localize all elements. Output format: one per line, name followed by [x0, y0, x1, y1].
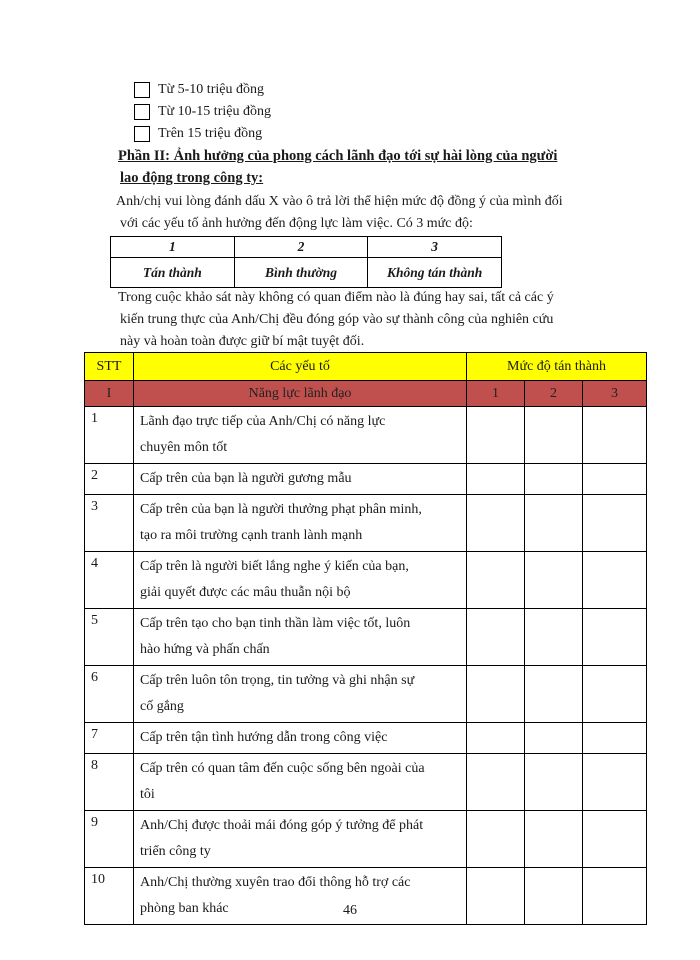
row-factor [134, 407, 467, 464]
row-stt: 2 [85, 464, 134, 495]
answer-cell-level-1[interactable] [467, 754, 525, 811]
row-stt: 6 [85, 666, 134, 723]
answer-cell-level-2[interactable] [525, 754, 583, 811]
row-stt: 4 [85, 552, 134, 609]
row-stt: 1 [85, 407, 134, 464]
part-heading-line2: lao động trong công ty: [120, 170, 264, 186]
table-row [85, 495, 647, 552]
page-number: 46 [343, 903, 357, 918]
row-factor [134, 495, 467, 552]
row-factor [134, 666, 467, 723]
answer-cell-level-3[interactable] [583, 811, 647, 868]
factor-line: phòng ban khác [140, 901, 229, 916]
income-option-over-15[interactable] [134, 124, 262, 144]
instruction-line2: với các yếu tố ảnh hưởng đến động lực làm việc. Có 3 mức độ: [120, 216, 473, 231]
row-factor [134, 754, 467, 811]
level-label: Tán thành [111, 258, 235, 288]
row-stt: 3 [85, 495, 134, 552]
row-stt: 8 [85, 754, 134, 811]
table-row [85, 754, 647, 811]
factor-line: Cấp trên của bạn là người gương mẫu [140, 471, 352, 486]
agreement-levels-table [110, 236, 502, 288]
factor-line: cố gắng [140, 699, 184, 714]
disclaimer-line1: Trong cuộc khảo sát này không có quan điểm nào là đúng hay sai, tất cả các ý [118, 290, 554, 305]
answer-cell-level-3[interactable] [583, 723, 647, 754]
factor-line: Cấp trên có quan tâm đến cuộc sống bên ngoài của [140, 761, 425, 776]
answer-cell-level-3[interactable] [583, 609, 647, 666]
answer-cell-level-1[interactable] [467, 723, 525, 754]
row-factor [134, 464, 467, 495]
section-stt: I [85, 381, 134, 407]
checkbox[interactable] [134, 104, 150, 120]
level-number: 3 [368, 237, 502, 258]
answer-cell-level-3[interactable] [583, 407, 647, 464]
answer-cell-level-1[interactable] [467, 811, 525, 868]
income-option-label: Từ 5-10 triệu đồng [158, 82, 264, 97]
answer-cell-level-2[interactable] [525, 407, 583, 464]
answer-cell-level-3[interactable] [583, 464, 647, 495]
factor-line: hào hứng và phấn chấn [140, 642, 270, 657]
section-level: 1 [467, 381, 525, 407]
level-label: Không tán thành [368, 258, 502, 288]
checkbox[interactable] [134, 82, 150, 98]
answer-cell-level-2[interactable] [525, 723, 583, 754]
factor-line: Cấp trên tận tình hướng dẫn trong công việc [140, 730, 388, 745]
factor-line: Cấp trên là người biết lắng nghe ý kiến của bạn, [140, 559, 409, 574]
answer-cell-level-3[interactable] [583, 666, 647, 723]
income-option-label: Trên 15 triệu đồng [158, 126, 263, 141]
part-heading-line1: Phần II: Ảnh hưởng của phong cách lãnh đạo tới sự hài lòng của người [118, 148, 558, 164]
answer-cell-level-1[interactable] [467, 495, 525, 552]
answer-cell-level-2[interactable] [525, 609, 583, 666]
row-factor [134, 811, 467, 868]
row-factor [134, 723, 467, 754]
factor-line: Lãnh đạo trực tiếp của Anh/Chị có năng lực [140, 414, 386, 429]
answer-cell-level-2[interactable] [525, 495, 583, 552]
answer-cell-level-3[interactable] [583, 754, 647, 811]
row-stt: 10 [85, 868, 134, 925]
header-factors: Các yếu tố [134, 353, 467, 381]
factor-line: chuyên môn tốt [140, 440, 228, 455]
answer-cell-level-2[interactable] [525, 811, 583, 868]
section-level: 3 [583, 381, 647, 407]
answer-cell-level-1[interactable] [467, 407, 525, 464]
table-row [85, 552, 647, 609]
section-level: 2 [525, 381, 583, 407]
table-header-row [85, 353, 647, 381]
income-option-10-15[interactable] [134, 102, 271, 122]
income-option-5-10[interactable] [134, 80, 264, 100]
checkbox[interactable] [134, 126, 150, 142]
section-row [85, 381, 647, 407]
header-agreement: Mức độ tán thành [467, 353, 647, 381]
factor-line: Cấp trên luôn tôn trọng, tin tưởng và ghi nhận sự [140, 673, 415, 688]
answer-cell-level-1[interactable] [467, 552, 525, 609]
factor-line: Cấp trên tạo cho bạn tinh thần làm việc tốt, luôn [140, 616, 411, 631]
table-row [85, 609, 647, 666]
answer-cell-level-1[interactable] [467, 609, 525, 666]
answer-cell-level-2[interactable] [525, 552, 583, 609]
row-factor [134, 609, 467, 666]
table-row [85, 464, 647, 495]
answer-cell-level-3[interactable] [583, 495, 647, 552]
row-stt: 9 [85, 811, 134, 868]
section-title: Năng lực lãnh đạo [134, 381, 467, 407]
answer-cell-level-2[interactable] [525, 666, 583, 723]
factor-line: Anh/Chị được thoải mái đóng góp ý tưởng để phát [140, 818, 424, 833]
answer-cell-level-1[interactable] [467, 464, 525, 495]
answer-cell-level-3[interactable] [583, 552, 647, 609]
disclaimer-line3: này và hoàn toàn được giữ bí mật tuyệt đối. [120, 334, 365, 349]
header-stt: STT [85, 353, 134, 381]
survey-table [84, 352, 647, 925]
table-row [85, 723, 647, 754]
level-number: 1 [111, 237, 235, 258]
row-stt: 5 [85, 609, 134, 666]
instruction-line1: Anh/chị vui lòng đánh dấu X vào ô trả lời thể hiện mức độ đồng ý của mình đối [116, 194, 563, 209]
income-option-label: Từ 10-15 triệu đồng [158, 104, 271, 119]
factor-line: triển công ty [140, 844, 211, 859]
answer-cell-level-1[interactable] [467, 666, 525, 723]
answer-cell-level-2[interactable] [525, 464, 583, 495]
level-number: 2 [234, 237, 368, 258]
factor-line: Cấp trên của bạn là người thưởng phạt phân minh, [140, 502, 422, 517]
row-factor [134, 552, 467, 609]
factor-line: tôi [140, 787, 155, 802]
row-stt: 7 [85, 723, 134, 754]
table-row [85, 666, 647, 723]
table-row [85, 811, 647, 868]
factor-line: tạo ra môi trường cạnh tranh lành mạnh [140, 528, 363, 543]
factor-line: giải quyết được các mâu thuẫn nội bộ [140, 585, 351, 600]
factor-line: Anh/Chị thường xuyên trao đổi thông hỗ trợ các [140, 875, 411, 890]
table-row [85, 407, 647, 464]
disclaimer-line2: kiến trung thực của Anh/Chị đều đóng góp vào sự thành công của nghiên cứu [120, 312, 554, 327]
level-label: Bình thường [234, 258, 368, 288]
